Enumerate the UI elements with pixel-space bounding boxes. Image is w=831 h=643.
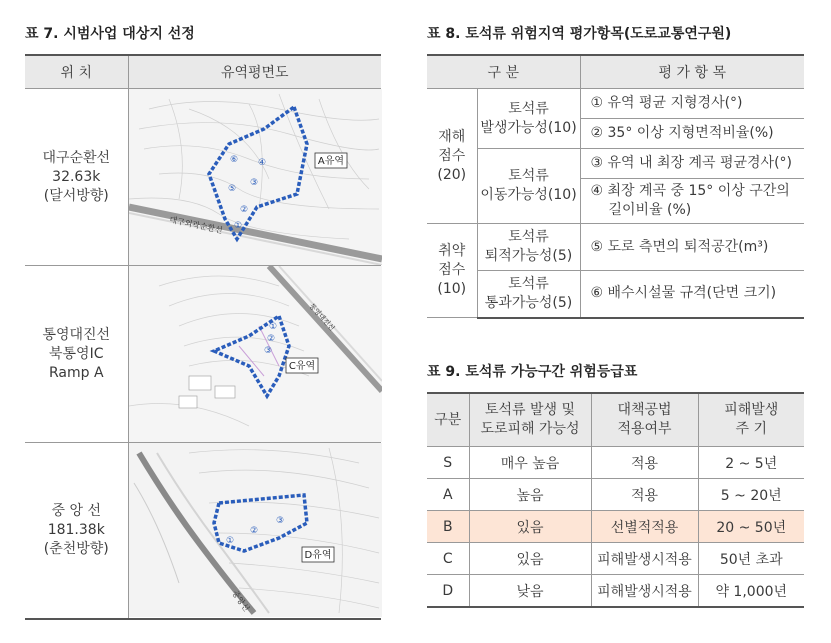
table-row-highlighted (427, 511, 804, 543)
table7 (25, 54, 381, 620)
cycle-cell: 20 ~ 50년 (698, 511, 804, 543)
evaluation-item: ③ 유역 내 최장 계곡 평균경사(°) (580, 149, 804, 179)
table9-caption: 표 9. 토석류 가능구간 위험등급표 (427, 364, 638, 380)
table9-header-countermeasure: 대책공법 적용여부 (591, 393, 698, 447)
map-label: D유역 (303, 550, 332, 562)
subgroup-label-line: 토석류 (508, 229, 549, 245)
table9-header-possibility: 토석류 발생 및 도로피해 가능성 (469, 393, 591, 447)
marker: ③ (263, 346, 272, 356)
table8 (427, 54, 804, 319)
grade-cell: A (427, 479, 469, 511)
marker: ① (225, 536, 234, 547)
marker: ② (266, 334, 275, 344)
possibility-cell: 있음 (469, 511, 591, 543)
subgroup-label-line: 퇴적가능성(5) (484, 248, 573, 264)
marker: ① (233, 221, 242, 231)
table9-header-cycle: 피해발생 주 기 (698, 393, 804, 447)
subgroup-label-line: 이동가능성(10) (480, 187, 577, 203)
group-label-line: (10) (437, 281, 467, 297)
location-line: 통영대진선 (42, 326, 111, 343)
possibility-cell: 높음 (469, 479, 591, 511)
grade-cell: C (427, 543, 469, 575)
countermeasure-cell: 적용 (591, 479, 698, 511)
table9 (427, 392, 804, 608)
cycle-cell: 50년 초과 (698, 543, 804, 575)
subgroup-label (477, 149, 580, 224)
possibility-cell: 있음 (469, 543, 591, 575)
location-line: Ramp A (48, 364, 104, 381)
location-line: 32.63k (52, 168, 101, 185)
table7-header-map: 유역평면도 (128, 55, 381, 89)
evaluation-item: ① 유역 평균 지형경사(°) (580, 89, 804, 119)
group-label-line: 취약 (438, 243, 466, 259)
table-row (427, 479, 804, 511)
evaluation-item-line: ④ 최장 계곡 중 15° 이상 구간의 (590, 183, 790, 199)
table8-row (427, 89, 804, 119)
marker: ① (268, 322, 277, 332)
subgroup-label-line: 토석류 (508, 168, 549, 184)
map-label: A유역 (317, 156, 344, 167)
location-line: 북통영IC (49, 345, 104, 362)
table8-header-items: 평 가 항 목 (580, 55, 804, 89)
location-line: 중 앙 선 (51, 502, 101, 519)
group-label-line: 점수 (438, 147, 466, 164)
evaluation-item: ② 35° 이상 지형면적비율(%) (580, 119, 804, 149)
location-line: (춘천방향) (43, 540, 109, 557)
subgroup-label (477, 89, 580, 149)
table7-header-location: 위 치 (25, 55, 128, 89)
group-label-line: (20) (437, 166, 467, 183)
table7-caption: 표 7. 시범사업 대상지 선정 (25, 26, 195, 42)
watershed-map-a (129, 89, 382, 265)
table7-row (25, 89, 381, 266)
marker: ③ (275, 516, 284, 527)
group-label-line: 점수 (438, 262, 466, 278)
grade-cell: S (427, 447, 469, 479)
table-row (427, 447, 804, 479)
location-line: (달서방향) (43, 187, 109, 204)
evaluation-item-line: 길이비율 (%) (608, 202, 692, 218)
location-line: 대구순환선 (42, 149, 111, 166)
table-row (427, 543, 804, 575)
map-cell (128, 443, 381, 619)
evaluation-item: ⑥ 배수시설물 규격(단면 크기) (580, 271, 804, 318)
evaluation-item (580, 179, 804, 224)
table8-header-row (427, 55, 804, 89)
marker: ④ (257, 158, 266, 168)
subgroup-label-line: 통과가능성(5) (484, 294, 573, 311)
map-cell (128, 89, 381, 266)
table8-row (427, 149, 804, 179)
cycle-cell: 5 ~ 20년 (698, 479, 804, 511)
table7-row (25, 266, 381, 443)
possibility-cell: 낮음 (469, 575, 591, 608)
table7-row (25, 443, 381, 619)
cycle-cell: 2 ~ 5년 (698, 447, 804, 479)
table9-header-grade: 구분 (427, 393, 469, 447)
group-label-line: 재해 (438, 128, 466, 145)
countermeasure-cell: 적용 (591, 447, 698, 479)
table9-header-row (427, 393, 804, 447)
location-cell (25, 443, 128, 619)
subgroup-label (477, 224, 580, 271)
subgroup-label-line: 토석류 (508, 275, 549, 292)
table-row (427, 575, 804, 608)
table8-row (427, 271, 804, 318)
table7-header-row (25, 55, 381, 89)
marker: ③ (249, 178, 258, 188)
table8-row (427, 224, 804, 271)
table8-header-category: 구 분 (427, 55, 580, 89)
grade-cell: B (427, 511, 469, 543)
subgroup-label-line: 발생가능성(10) (480, 119, 577, 136)
location-line: 181.38k (47, 521, 105, 538)
marker: ② (239, 205, 248, 215)
table8-caption: 표 8. 토석류 위험지역 평가항목(도로교통연구원) (427, 26, 732, 42)
watershed-map-d (129, 443, 382, 617)
map-cell (128, 266, 381, 443)
countermeasure-cell: 선별적적용 (591, 511, 698, 543)
grade-cell: D (427, 575, 469, 608)
group-label (427, 224, 477, 318)
group-label (427, 89, 477, 224)
road-label: 중앙선 (229, 589, 251, 614)
subgroup-label-line: 토석류 (508, 100, 549, 117)
marker: ② (249, 526, 258, 537)
subgroup-label (477, 271, 580, 318)
road-label: 통영대전선 (307, 301, 336, 333)
countermeasure-cell: 피해발생시적용 (591, 543, 698, 575)
location-cell (25, 89, 128, 266)
location-cell (25, 266, 128, 443)
watershed-map-c (129, 266, 382, 442)
marker: ⑤ (227, 184, 236, 194)
countermeasure-cell: 피해발생시적용 (591, 575, 698, 608)
evaluation-item: ⑤ 도로 측면의 퇴적공간(m³) (580, 224, 804, 271)
road-label: 대구외곽순환선 (168, 215, 223, 236)
possibility-cell: 매우 높음 (469, 447, 591, 479)
map-label: C유역 (288, 361, 315, 372)
marker: ⑥ (229, 155, 238, 165)
cycle-cell: 약 1,000년 (698, 575, 804, 608)
